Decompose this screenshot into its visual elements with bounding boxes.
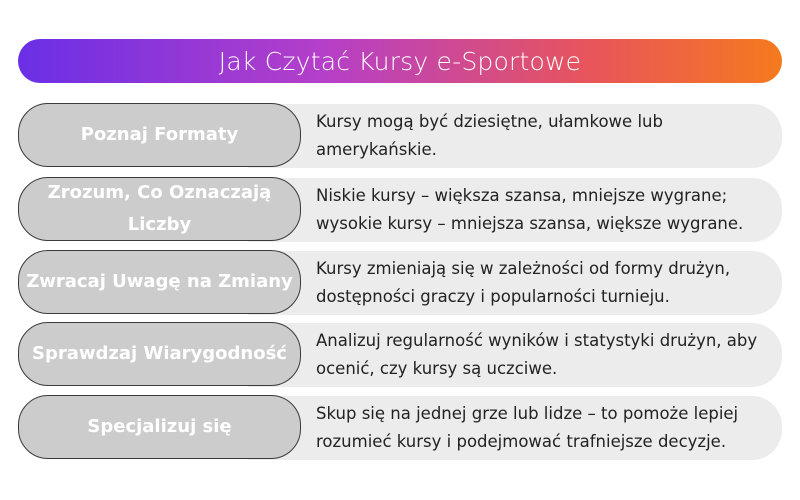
step-description: [316, 322, 776, 388]
step-label: Zrozum, Co Oznaczają Liczby: [47, 182, 272, 235]
step-row-specialize: [18, 395, 782, 461]
step-label: Specjalizuj się: [87, 416, 232, 437]
step-label: Poznaj Formaty: [80, 124, 239, 145]
step-description: [316, 395, 776, 461]
step-label: Zwracaj Uwagę na Zmiany: [26, 271, 293, 292]
step-row-reliability: [18, 322, 782, 388]
step-description: [316, 250, 776, 316]
page-title: Jak Czytać Kursy e-Sportowe: [218, 46, 582, 76]
step-row-changes: [18, 250, 782, 316]
step-label-pill: [18, 103, 301, 167]
step-row-numbers: [18, 177, 782, 243]
step-label-pill: [18, 177, 301, 241]
step-description-text: Niskie kursy – większa szansa, mniejsze wygrane; wysokie kursy – mniejsza szansa, większe wygrane.: [316, 186, 744, 233]
step-description-text: Skup się na jednej grze lub lidze – to pomoże lepiej rozumieć kursy i podejmować trafniejsze decyzje.: [316, 404, 739, 451]
step-label-pill: [18, 250, 301, 314]
step-description-text: Kursy zmieniają się w zależności od formy drużyn, dostępności graczy i popularności turnieju.: [316, 259, 731, 306]
step-description: [316, 177, 776, 243]
step-label-pill: [18, 322, 301, 386]
step-description: [316, 103, 776, 169]
step-description-text: Analizuj regularność wyników i statystyki drużyn, aby ocenić, czy kursy są uczciwe.: [316, 331, 758, 378]
step-label: Sprawdzaj Wiarygodność: [32, 343, 287, 364]
step-row-formats: [18, 103, 782, 169]
title-banner: [18, 39, 782, 83]
step-label-pill: [18, 395, 301, 459]
step-description-text: Kursy mogą być dziesiętne, ułamkowe lub amerykańskie.: [316, 112, 663, 159]
